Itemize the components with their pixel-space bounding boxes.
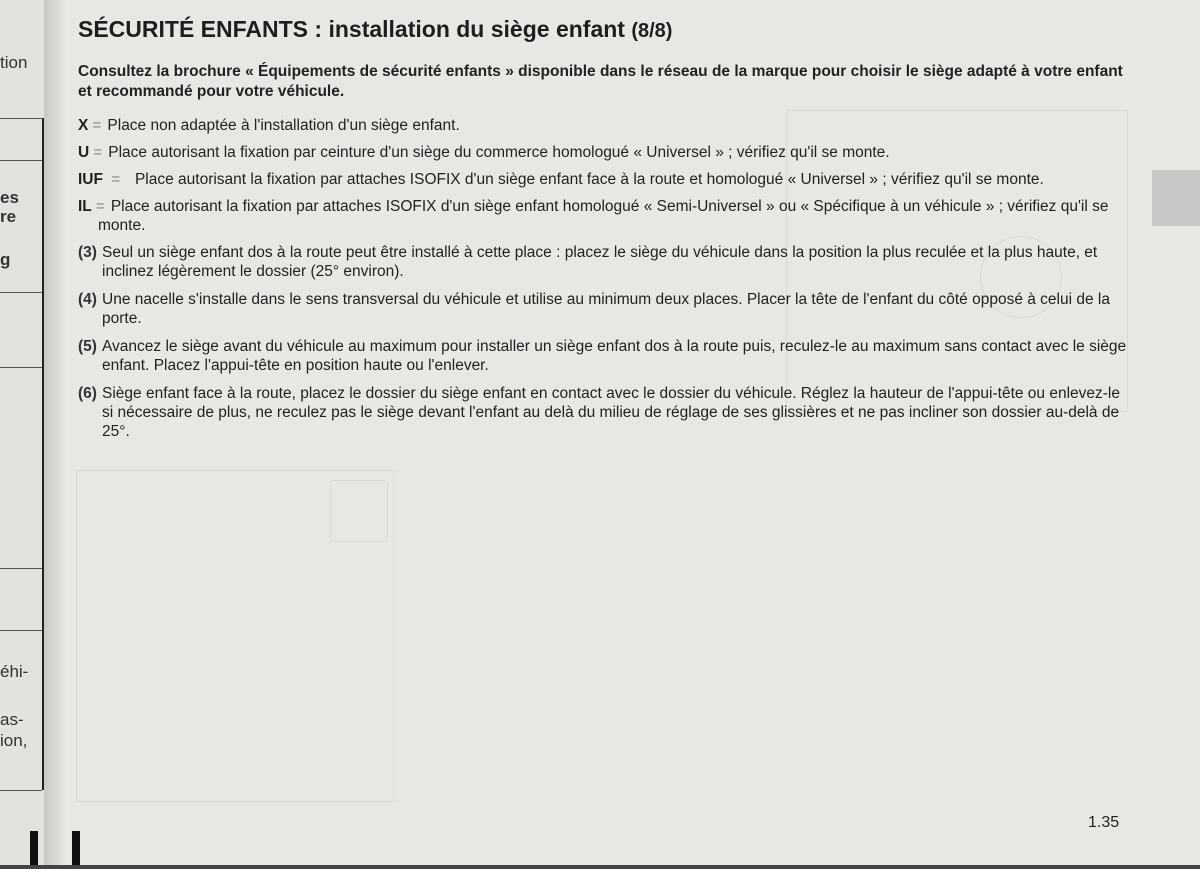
previous-page-fragment: ion, <box>0 731 28 750</box>
previous-page-fragment: g <box>0 250 11 269</box>
footnote-number: (3) <box>78 244 97 261</box>
definition-text: Place non adaptée à l'installation d'un siège enfant. <box>107 117 460 134</box>
show-through-warning-icon <box>330 480 388 542</box>
footnote-text: Seul un siège enfant dos à la route peut être installé à cette place : placez le siège du véhicule dans la position la plus reculée et la plus haute, et inclinez légèrement le dossier (25° environ). <box>102 244 1098 280</box>
page-bottom-edge <box>0 865 1200 869</box>
previous-page-fragment: éhi- <box>0 662 29 681</box>
page-number: 1.35 <box>1088 814 1120 831</box>
definition-item: X = Place non adaptée à l'installation d'un siège enfant. <box>78 117 460 134</box>
page-gutter <box>44 0 66 869</box>
binding-mark <box>72 831 80 869</box>
page-title <box>78 12 1130 48</box>
footnote-item <box>78 243 1130 281</box>
footnote-number: (5) <box>78 338 97 355</box>
footnote-text: Avancez le siège avant du véhicule au maximum pour installer un siège enfant dos à la route puis, reculez-le au maximum sans contact avec le siège enfant. Placez l'appui-tête en position haute ou l'enlever. <box>102 338 1127 374</box>
intro-paragraph: Consultez la brochure « Équipements de sécurité enfants » disponible dans le réseau de la marque pour choisir le siège adapté à votre enfant et recommandé pour votre véhicule. <box>78 63 1123 100</box>
footnote-text: Siège enfant face à la route, placez le dossier du siège enfant en contact avec le dossier du véhicule. Réglez la hauteur de l'appui-tête ou enlevez-le si nécessaire de plus, ne reculez pas le siège devant l'enfant au delà du milieu de réglage de ses glissières et ne pas incliner son dossier au-delà de 25°. <box>102 385 1120 440</box>
binding-mark <box>30 831 38 869</box>
footnote-list <box>78 243 1130 441</box>
definition-text: Place autorisant la fixation par attaches ISOFIX d'un siège enfant face à la route et homologué « Universel » ; vérifiez qu'il se monte. <box>134 171 1044 188</box>
previous-page-rule <box>42 118 44 790</box>
previous-page-fragment: es <box>0 188 19 207</box>
definition-list <box>78 116 1130 235</box>
previous-page-fragment: re <box>0 207 17 226</box>
section-tab <box>1152 170 1200 226</box>
definition-code: IL <box>78 198 92 215</box>
footnote-number: (4) <box>78 291 97 308</box>
previous-page-fragment: tion <box>0 53 28 72</box>
definition-text: Place autorisant la fixation par attaches ISOFIX d'un siège enfant homologué « Semi-Universel » ou « Spécifique à un véhicule » ; vérifiez qu'il se monte. <box>98 198 1109 234</box>
definition-item: U = Place autorisant la fixation par ceinture d'un siège du commerce homologué « Universel » ; vérifiez qu'il se monte. <box>78 144 890 161</box>
definition-code: X <box>78 117 89 134</box>
definition-item: IL = Place autorisant la fixation par attaches ISOFIX d'un siège enfant homologué « Semi-Universel » ou « Spécifique à un véhicule » ; vérifiez qu'il se monte. <box>78 198 1109 234</box>
previous-page-fragment: as- <box>0 710 24 729</box>
page-content <box>78 12 1130 450</box>
page-title-text: SÉCURITÉ ENFANTS : installation du siège enfant <box>78 16 625 42</box>
definition-text: Place autorisant la fixation par ceinture d'un siège du commerce homologué « Universel » ; vérifiez qu'il se monte. <box>108 144 890 161</box>
footnote-number: (6) <box>78 385 97 402</box>
page-title-suffix: (8/8) <box>631 20 673 42</box>
definition-code: U <box>78 144 90 161</box>
footnote-item <box>78 337 1130 375</box>
footnote-item <box>78 290 1130 328</box>
definition-item: IUF = Place autorisant la fixation par attaches ISOFIX d'un siège enfant face à la route et homologué « Universel » ; vérifiez qu'il se monte. <box>78 171 1044 188</box>
footnote-item <box>78 384 1130 441</box>
definition-code: IUF <box>78 171 103 188</box>
footnote-text: Une nacelle s'installe dans le sens transversal du véhicule et utilise au minimum deux places. Placer la tête de l'enfant du côté opposé à celui de la porte. <box>102 291 1110 327</box>
